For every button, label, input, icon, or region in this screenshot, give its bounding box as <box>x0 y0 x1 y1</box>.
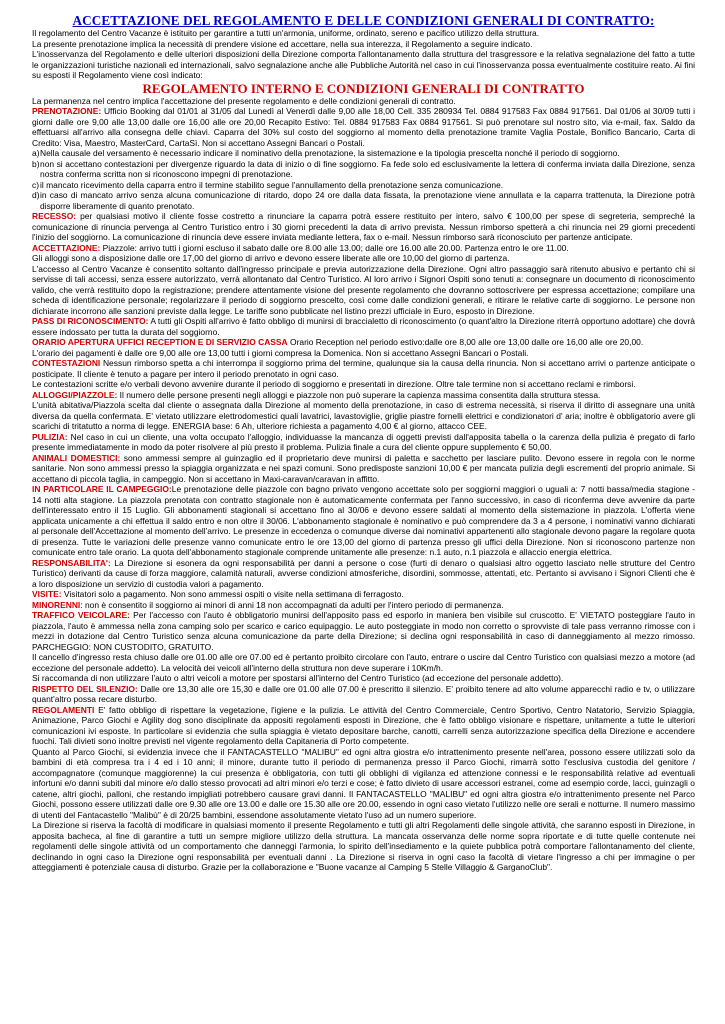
rule-paragraph <box>32 453 695 485</box>
rule-text: L'unità abitativa/Piazzola scelta dal cliente o assegnata dalla Direzione al momento della prenotazione, in caso di estrema necessità, si riserva il diritto di assegnare una unità diversa da quella confermata. E' vietato utilizzare elettrodomestici quali lavatrici, lavastoviglie, griglie piastre fornelli elettrici e condizionatori d' aria; inoltre è obbligatorio avere gli scarichi di tritatutto a norma di legge. ENERGIA base: 6 Ah, ulteriore richiesta a pagamento 4,00 € al giorno, attacco CEE. <box>32 400 695 431</box>
rule-paragraph <box>32 337 695 348</box>
rule-paragraph <box>32 379 695 390</box>
rule-label: RECESSO: <box>32 211 77 221</box>
intro-block <box>32 28 695 81</box>
intro-paragraph: La presente prenotazione implica la necessità di prendere visione ed accettare, nella sua interezza, il Regolamento a seguire indicato. <box>32 38 533 49</box>
rule-label: ALLOGGI/PIAZZOLE: <box>32 389 118 400</box>
rule-text: Si raccomanda di non utilizzare l'auto o altri veicoli a motore per spostarsi all'interno del Centro Turistico (ad eccezione del personale addetto). <box>32 673 564 683</box>
rule-label: CONTESTAZIONI <box>32 358 101 368</box>
rule-label: IN PARTICOLARE IL CAMPEGGIO: <box>32 484 172 494</box>
rule-paragraph <box>32 705 695 747</box>
section-title: REGOLAMENTO INTERNO E CONDIZIONI GENERALI DI CONTRATTO <box>142 80 585 96</box>
rule-text: Il cancello d'ingresso resta chiuso dalle ore 01.00 alle ore 07.00 ed è pertanto proibito circolare con l'auto, entrare o uscire dal Centro Turistico con qualsiasi mezzo a motore (ad eccezione del personale addetto). La velocità dei veicoli all'interno della struttura non deve superare i 10Km/h. <box>32 652 695 673</box>
rule-text: Gli alloggi sono a disposizione dalle ore 17,00 del giorno di arrivo e devono essere liberate alle ore 10,00 del giorno di partenza. <box>32 253 510 263</box>
page-title: ACCETTAZIONE DEL REGOLAMENTO E DELLE CONDIZIONI GENERALI DI CONTRATTO: <box>72 13 655 28</box>
list-item-text: non si accettano contestazioni per divergenze riguardo la data di inizio o di fine soggiorno. Fa fede solo ed esclusivamente la lettera di conferma inviata dalla Direzione, senza nostra conferma scritta non si riconoscono impegni di prenotazione. <box>40 158 695 179</box>
prenotazione-text: Ufficio Booking dal 01/01 al 31/05 dal Lunedì al Venerdì dalle 9,00 alle 18,00 Cell. 335 280934 Tel. 0884 917583 Fax 0884 917561. Dal 01/06 al 30/09 tutti i giorni dalle ore 9,00 alle 13,00 dalle ore 16,00 alle ore 20,00 Recapito Estivo: Tel. 0884 917583 Fax 0884 917561. Si può prenotare sul nostro sito, via e-mail, fax. Saldo da effettuarsi all'arrivo alla consegna delle chiavi. Caparra del 30% sul costo del soggiorno al momento della prenotazione tramite Vaglia Postale, Bonifico Bancario, Carta di Credito: Visa, Maestro, MasterCard, CartaSì. Non si accettano Assegni Bancari o Postali. <box>32 106 695 148</box>
rule-paragraph <box>32 600 695 611</box>
rule-paragraph <box>32 684 695 705</box>
rule-paragraph <box>32 673 695 684</box>
prenotazione-label: PRENOTAZIONE: <box>32 106 102 116</box>
list-item-label: a) <box>32 148 40 158</box>
rule-text: Il numero delle persone presenti negli alloggi e piazzole non può superare la capienza massima consentita dalla struttura stessa. <box>117 389 601 400</box>
rule-text: La Direzione si esonera da ogni responsabilità per danni a persone o cose (furti di denaro o qualsiasi altro oggetto lasciato nelle strutture del Centro Turistico) derivanti da cause di forza maggiore, calamità naturali, avverse condizioni atmosferiche, disordini, sommosse, attentati, etc. Pertanto si avvisano i Signori Clienti che è a loro disposizione un servizio di custodia valori a pagamento. <box>32 557 695 589</box>
rule-label: PULIZIA: <box>32 431 68 442</box>
rule-paragraph <box>32 316 695 337</box>
rule-text: L'accesso al Centro Vacanze è consentito soltanto dall'ingresso principale e previa autorizzazione della Direzione. Ogni altro passaggio sarà ritenuto abusivo e pertanto chi si servisse di tali accessi, senza essere autorizzato, verrà allontanato dal Centro Turistico. Al loro arrivo i Signori Ospiti sono tenuti a: consegnare un documento di riconoscimento valido, che verrà restituito dopo la registrazione; prendere attentamente visione del presente regolamento che dovranno sottoscrivere per espressa accettazione; compilare una scheda di identificazione personale; regolarizzare il periodo di soggiorno prescelto, così come dalle condizioni generali, e ritirare le relative carte di soggiorno. Le persone non dichiarate incorrono alle sanzioni previste dalla legge. Le tariffe sono pubblicate nel listino prezzi ufficiale in Euro, esposto in Direzione. <box>32 263 695 316</box>
rule-paragraph <box>32 348 695 359</box>
list-item-text: il mancato ricevimento della caparra entro il termine stabilito segue l'annullamento della prenotazione senza comunicazione. <box>40 179 504 190</box>
list-item-label: b) <box>32 158 40 169</box>
rule-label: ANIMALI DOMESTICI: <box>32 452 121 463</box>
rule-label: VISITE: <box>32 589 62 599</box>
rule-text: sono ammessi sempre al guinzaglio ed il proprietario deve munirsi di paletta e sacchetto per lasciare pulito. Devono essere in regola con le norme sanitarie. Non sono ammessi presso la spiaggia organizzata e nei spazi comuni. Sono predisposte sanzioni 10,00 € per mancata pulizia degli escrementi del proprio animale. Si accettano di piccola taglia, in campeggio. Non si accettano in Maxi-caravan/caravan in affitto. <box>32 452 695 484</box>
rule-text: Visitatori solo a pagamento. Non sono ammessi ospiti o visite nella settimana di ferragosto. <box>61 589 404 599</box>
rule-text: A tutti gli Ospiti all'arrivo è fatto obbligo di munirsi di braccialetto di riconoscimento (o quant'altro la Direzione riterrà opportuno adottare) che dovrà essere indossato per tutta la durata del soggiorno. <box>32 316 696 337</box>
rule-paragraph <box>32 820 695 873</box>
rule-paragraph <box>32 652 695 673</box>
rule-paragraph <box>32 211 695 243</box>
rule-paragraph <box>32 484 695 558</box>
rule-text: Dalle ore 13,30 alle ore 15,30 e dalle ore 01.00 alle 07.00 è prescritto il silenzio. E' proibito tenere ad alto volume apparecchi radio e tv, o utilizzare quant'altro possa recare disturbo. <box>32 683 696 704</box>
rule-text: : non è consentito il soggiorno ai minori di anni 18 non accompagnati da adulti per l'intero periodo di permanenza. <box>80 599 504 610</box>
rules-sections <box>32 211 695 873</box>
list-item <box>32 159 695 180</box>
rule-text: Per l'accesso con l'auto è obbligatorio munirsi dell'apposito pass ed esporlo in maniera ben visibile sul cruscotto. E' VIETATO posteggiare l'auto in piazzola, l'auto è ammessa nella zona camping solo per scarico e carico equipaggio. Le auto posteggiate in modo non corretto o sprovviste di tale pass verranno rimosse con i mezzi in dotazione dal Centro Turistico senza alcuna comunicazione da parte della Direzione; si declina ogni responsabilità in caso di danneggiamento al mezzo rimosso. PARCHEGGIO: NON CUSTODITO, GRATUITO. <box>32 610 696 652</box>
rule-paragraph <box>32 243 695 254</box>
rule-label: TRAFFICO VEICOLARE: <box>32 610 130 620</box>
rule-text: Piazzole: arrivo tutti i giorni escluso il sabato dalle ore 8.00 alle 13.00; dalle ore 16.00 alle 20.00. Partenza entro le ore 11.00. <box>100 242 569 253</box>
rule-text: La Direzione si riserva la facoltà di modificare in qualsiasi momento il presente Regolamento e tutti gli altri Regolamenti delle singole attività, che saranno esposti in Direzione, in apposita bacheca, al fine di garantire a tutti un sempre migliore utilizzo della struttura. La mancata osservanza delle norme sopra riportate e di tutte quelle contenute nei regolamenti delle singole attività od un comportamento che danneggi l'armonia, lo spirito dell'insediamento e la quiete pubblica potrà comportare l'allontanamento del cliente, declinando in ogni caso la Direzione ogni responsabilità per eventuali danni . La Direzione si riserva in ogni caso la facoltà di vietare l'ingresso a chi per immagine o per atteggiamenti è potenziale causa di disturbo. Grazie per la collaborazione e "Buone vacanze al Camping 5 Stelle Villaggio & GarganoClub". <box>32 820 695 872</box>
list-item <box>32 190 695 211</box>
rule-text: Le contestazioni scritte e/o verbali devono avvenire durante il periodo di soggiorno e presentati in direzione. Oltre tale termine non si accettano reclami e rimborsi. <box>32 379 636 389</box>
rule-paragraph <box>32 390 695 401</box>
booking-conditions-list <box>32 148 695 211</box>
rule-text: L'orario dei pagamenti è dalle ore 9,00 alle ore 13,00 tutti i giorni compresa la Domenica. Non si accettano Assegni Bancari o Postali. <box>32 347 529 358</box>
rule-paragraph <box>32 610 695 652</box>
list-item <box>32 148 695 159</box>
rule-label: ORARIO APERTURA UFFICI RECEPTION E DI SERVIZIO CASSA <box>32 337 288 347</box>
intro-paragraph: Il regolamento del Centro Vacanze è istituito per garantire a tutti un'armonia, uniforme, ordinato, sereno e pacifico utilizzo della struttura. <box>32 28 540 38</box>
rule-paragraph <box>32 253 695 264</box>
rule-paragraph <box>32 589 695 600</box>
rule-paragraph <box>32 264 695 317</box>
rule-paragraph <box>32 747 695 821</box>
rule-text: Nel caso in cui un cliente, una volta occupato l'alloggio, individuasse la mancanza di oggetti previsti dall'apposita tabella o la carenza della pulizia è pregato di farlo presente immediatamente in modo da poter risolvere al più presto il problema. Pulizia finale a cura del cliente oppure supplemento € 50,00. <box>32 431 695 452</box>
list-item-label: c) <box>32 179 40 190</box>
prenotazione-paragraph <box>32 106 695 148</box>
rule-text: Le prenotazione delle piazzole con bagno privato vengono accettate solo per soggiorni maggiori o uguali a: 7 notti bassa/media stagione - 14 notti alta stagione. La piazzola prenotata con contratto stagionale non è automaticamente confermata per l'anno successivo, in caso di riconferma deve avvenire da parte dell'interessato entro il 15 Luglio. Gli abbonamenti stagionali si accettano fino al 30/06 e devono essere saldati al momento della sistemazione in piazzola. L'offerta viene applicata unicamente a chi effettua il saldo entro e non oltre il 30/06. L'abbonamento stagionale è nominativo e può comprendere da 3 a 4 persone, i nominativi vanno dichiarati al personale dell'Accettazione al momento dell'arrivo. Le presenze in eccedenza o comunque diverse dai nominativi appartenenti allo stagionale devono pagare la regolare quota di presenza. Tutte le variazioni delle presenze vanno comunicate entro le ore 13,00 del giorno di partenza presso gli uffici della Direzione. Non si riconoscono partenze non comunicate entro tale orario. La quota dell'abbonamento stagionale comprende unitamente alle presenze: n.1 auto, n.1 piazzola e allaccio energia elettrica. <box>32 484 695 557</box>
rule-label: PASS DI RICONOSCIMENTO: <box>32 316 149 326</box>
rule-text: Nessun rimborso spetta a chi interrompa il soggiorno prima del termine, qualunque sia la causa della rinuncia. Non si accettano arrivi o partenze anticipate o posticipate. Il cliente è tenuto a pagare per intero il periodo prenotato in ogni caso. <box>32 358 695 379</box>
list-item-text: in caso di mancato arrivo senza alcuna comunicazione di ritardo, dopo 24 ore dalla data fissata, la prenotazione viene annullata e la caparra trattenuta, la Direzione potrà disporre liberamente di quanto prenotato. <box>40 190 695 211</box>
list-item <box>32 180 695 191</box>
rule-text: Quanto al Parco Giochi, si evidenzia invece che il FANTACASTELLO "MALIBU" ed ogni altra giostra e/o intrattenimento presente nell'area, possono essere utilizzati solo da bambini di età compresa tra i 4 ed i 10 anni; il minore, durante tutto il periodo di permanenza presso il Parco Giochi, rimarrà sotto l'esclusiva custodia del genitore / accompagnatore (comunque maggiorenne) la cui presenza è obbligatoria, con tutti gli obblighi di vigilanza ed attenzione connessi e le responsabilità relative ad eventuali infortuni e/o danni subiti dal minore e/o dallo stesso provocati ad altri minori e/o terzi e cose; è fatto divieto di usare accessori estranei, come ad esempio corde, lacci, guinzagli o catene, altri giochi, palloni, che restando impigliati potrebbero causare gravi danni. Il FANTACASTELLO "MALIBU" ed ogni altra giostra e/o intrattenimento presente nel Parco Giochi, possono essere utilizzati dalle ore 9.30 alle ore 13.00 e dalle ore 15.30 alle ore 20.00, essendo in ogni caso vietato l'utilizzo nelle ore serali e notturne. Il numero massimo di utenti del Fantacastello "Malibù" è di 20/25 bambini, essendone assolutamente vietato l'uso ad un numero superiore. <box>32 746 695 820</box>
rule-label: MINORENNI <box>32 599 81 610</box>
rule-label: RISPETTO DEL SILENZIO: <box>32 683 138 694</box>
rule-paragraph <box>32 358 695 379</box>
rule-label: ACCETTAZIONE: <box>32 242 101 253</box>
rule-label: RESPONSABILITA': <box>32 557 111 568</box>
rule-text: Orario Reception nel periodo estivo:dalle ore 8,00 alle ore 13,00 dalle ore 16,00 alle ore 20,00. <box>287 337 644 347</box>
list-item-label: d) <box>32 190 40 200</box>
rule-label: REGOLAMENTI <box>32 704 95 715</box>
rule-paragraph <box>32 432 695 453</box>
intro-paragraph: L'inosservanza del Regolamento e delle ulteriori disposizioni della Direzione comporta l'allontanamento dalla struttura del trasgressore e la relativa segnalazione del fatto a tutte le organizzazioni turistiche nazionali ed internazionali, salvo segnalazione anche alle Pubbliche Autorità nel caso in cui l'inosservanza possa eventualmente costituire reato. Ai fini su esposti il Regolamento viene così indicato: <box>32 49 695 80</box>
rule-paragraph <box>32 558 695 590</box>
rule-text: per qualsiasi motivo il cliente fosse costretto a rinunciare la caparra potrà essere restituito per intero, salvo € 100,00 per spese di segreteria, sempreché la comunicazione di rinuncia pervenga al Centro Turistico entro i 30 giorni precedenti la data di arrivo prevista. Nessun rimborso spetterà a chi rinuncia nei 29 giorni precedenti l'inizio del soggiorno. La comunicazione di rinuncia deve essere inviata mediante lettera, fax o e-mail. Nessun rimborso sarà riconosciuto per partenze anticipate. <box>32 211 695 242</box>
rule-text: E' fatto obbligo di rispettare la vegetazione, l'igiene e la pulizia. Le attività del Centro Commerciale, Centro Sportivo, Centro Natatorio, Servizio Spiaggia, Animazione, Parco Giochi e Agility dog sono disciplinate da appositi regolamenti esposti in Direzione, che è fatto obbligo visionare e rispettare, unitamente a tutte le ulteriori comunicazioni ivi esposte. In particolare si evidenzia che sulla spiaggia è vietato depositare barche, canotti, carrelli senza autorizzazione specifica della Direzione e accendere fuochi. Tali divieti sono inoltre previsti nel vigente regolamento della Capitaneria di Porto competente. <box>32 704 695 746</box>
permanenza-paragraph: La permanenza nel centro implica l'accettazione del presente regolamento e delle condizioni generali di contratto. <box>32 95 456 106</box>
rule-paragraph <box>32 400 695 432</box>
list-item-text: Nella causale del versamento è necessario indicare il nominativo della prenotazione, la sistemazione e la tipologia prescelta nonché il periodo di soggiorno. <box>40 148 620 158</box>
